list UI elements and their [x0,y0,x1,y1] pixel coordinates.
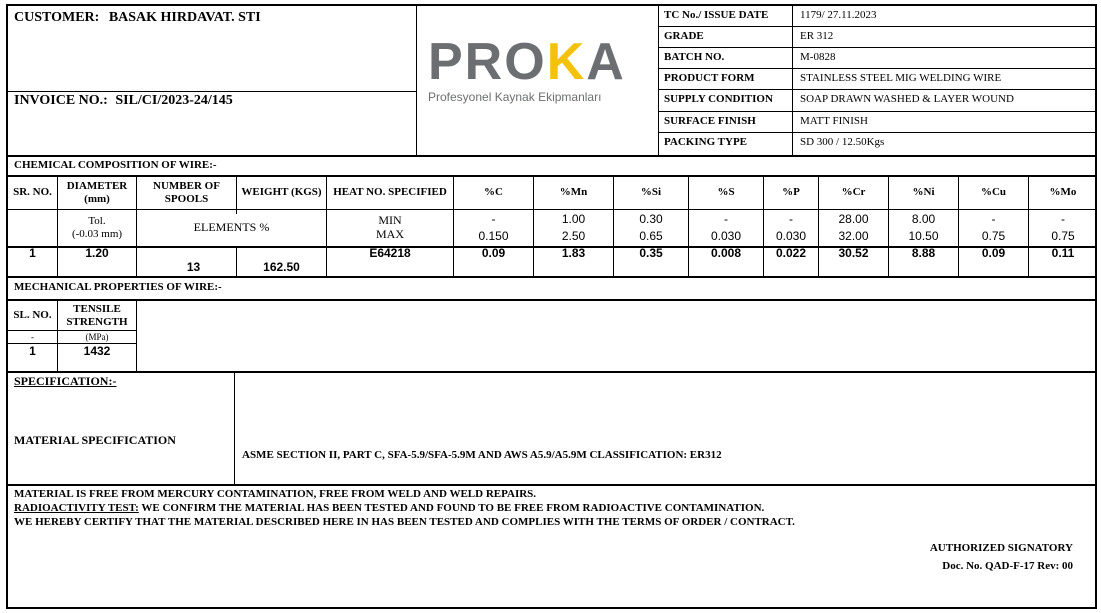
range-mo [1029,210,1097,246]
certification-statement: WE HEREBY CERTIFY THAT THE MATERIAL DESCRIBED HERE IN HAS BEEN TESTED AND COMPLIES WITH THE TERMS OF ORDER / CONTRACT. [14,516,795,528]
col-header-heat: HEAT NO. SPECIFIED [333,186,447,199]
customer-line [14,10,261,26]
max-ni: 10.50 [908,229,939,243]
range-p [764,210,818,246]
info-label-surface: SURFACE FINISH [664,115,756,127]
info-value-batch: M-0828 [800,51,836,63]
info-value-grade: ER 312 [800,30,834,42]
customer-value: BASAK HIRDAVAT. STI [108,10,261,25]
col-header-weight: WEIGHT (KGS) [241,186,322,199]
radioactivity-label: RADIOACTIVITY TEST: [14,502,139,514]
mech-section-title: MECHANICAL PROPERTIES OF WIRE:- [14,281,222,293]
col-header-c: %C [484,186,503,199]
doc-number: Doc. No. QAD-F-17 Rev: 00 [942,560,1073,572]
col-header-diameter: DIAMETER (mm) [66,179,128,205]
invoice-label: INVOICE NO.: [14,93,108,108]
invoice-line [14,93,233,109]
info-value-supply: SOAP DRAWN WASHED & LAYER WOUND [800,93,1014,105]
logo-tagline: Profesyonel Kaynak Ekipmanları [428,90,602,104]
row-c: 0.09 [481,246,506,261]
mech-unit-dash: - [31,331,34,342]
max-si: 0.65 [639,229,663,243]
row-heat: E64218 [369,246,411,261]
range-ni [889,210,958,246]
elements-label: ELEMENTS % [193,220,270,235]
min-max-labels [327,210,453,246]
row-s: 0.008 [710,246,742,261]
mech-row-sl: 1 [29,344,36,359]
min-cu: - [991,211,996,226]
row-cu: 0.09 [981,246,1006,261]
col-header-s: %S [717,186,735,199]
col-header-ni: %Ni [912,186,935,199]
info-value-tc: 1179/ 27.11.2023 [800,9,877,21]
info-label-grade: GRADE [664,30,704,42]
col-header-spools: NUMBER OF SPOOLS [153,179,220,205]
range-s [689,210,763,246]
max-c: 0.150 [478,229,509,243]
min-label: MIN [378,213,402,228]
row-ni: 8.88 [911,246,936,261]
max-cr: 32.00 [838,229,869,243]
range-cu [959,210,1028,246]
info-label-tc: TC No./ ISSUE DATE [664,9,769,21]
min-s: - [724,211,728,226]
min-mn: 1.00 [561,211,586,226]
mech-header-sl: SL. NO. [13,309,52,322]
chem-section-title: CHEMICAL COMPOSITION OF WIRE:- [14,159,217,171]
row-diameter: 1.20 [85,246,109,261]
row-p: 0.022 [775,246,807,261]
info-value-packing: SD 300 / 12.50Kgs [800,136,885,148]
max-label: MAX [375,227,404,241]
tolerance-label: Tol. [88,215,106,228]
col-header-mn: %Mn [559,186,588,199]
mech-header-tensile: TENSILE STRENGTH [66,302,128,328]
customer-label: CUSTOMER: [14,10,100,25]
row-si: 0.35 [639,246,663,261]
company-logo [428,33,650,104]
max-p: 0.030 [775,229,807,243]
max-mo: 0.75 [1051,229,1075,243]
material-spec-label: MATERIAL SPECIFICATION [14,433,176,447]
mercury-statement: MATERIAL IS FREE FROM MERCURY CONTAMINATION, FREE FROM WELD AND WELD REPAIRS. [14,488,537,500]
info-label-supply: SUPPLY CONDITION [664,93,773,105]
col-header-cu: %Cu [980,186,1007,199]
info-label-packing: PACKING TYPE [664,136,748,148]
col-header-sr: SR. NO. [13,186,52,199]
mech-row-value: 1432 [83,344,111,359]
logo-brand-part2: A [586,33,626,91]
info-value-product: STAINLESS STEEL MIG WELDING WIRE [800,72,1002,84]
material-spec-value: ASME SECTION II, PART C, SFA-5.9/SFA-5.9M AND AWS A5.9/A5.9M CLASSIFICATION: ER312 [242,449,722,461]
max-mn: 2.50 [561,229,586,243]
col-header-si: %Si [640,186,662,199]
max-cu: 0.75 [981,229,1006,243]
row-sr: 1 [29,246,36,261]
logo-brand-accent: K [546,33,587,91]
range-c [454,210,533,246]
max-s: 0.030 [710,229,742,243]
row-mo: 0.11 [1051,246,1075,261]
min-mo: - [1061,211,1065,226]
info-label-product: PRODUCT FORM [664,72,755,84]
radioactivity-text: WE CONFIRM THE MATERIAL HAS BEEN TESTED AND FOUND TO BE FREE FROM RADIOACTIVE CONTAMINATION. [138,502,765,514]
tolerance-value: (-0.03 mm) [71,228,123,240]
col-header-mo: %Mo [1049,186,1077,199]
invoice-value: SIL/CI/2023-24/145 [115,93,233,108]
radioactivity-statement [14,502,764,514]
authorized-signatory: AUTHORIZED SIGNATORY [929,542,1073,554]
row-spools: 13 [186,260,201,275]
col-header-p: %P [782,186,800,199]
row-mn: 1.83 [561,246,586,261]
info-label-batch: BATCH NO. [664,51,725,63]
min-ni: 8.00 [911,211,936,226]
range-si [614,210,688,246]
range-cr [819,210,888,246]
logo-brand-part1: PRO [428,33,547,91]
info-value-surface: MATT FINISH [800,115,868,127]
min-c: - [491,211,496,226]
min-p: - [789,211,793,226]
mech-unit: (MPa) [85,331,109,342]
range-mn [534,210,613,246]
min-cr: 28.00 [838,211,869,226]
tolerance-cell [58,210,136,246]
row-weight: 162.50 [263,260,300,275]
certificate-sheet [6,4,1097,609]
col-header-cr: %Cr [841,186,866,199]
min-si: 0.30 [639,211,663,226]
row-cr: 30.52 [838,246,869,261]
spec-title: SPECIFICATION:- [14,374,117,388]
